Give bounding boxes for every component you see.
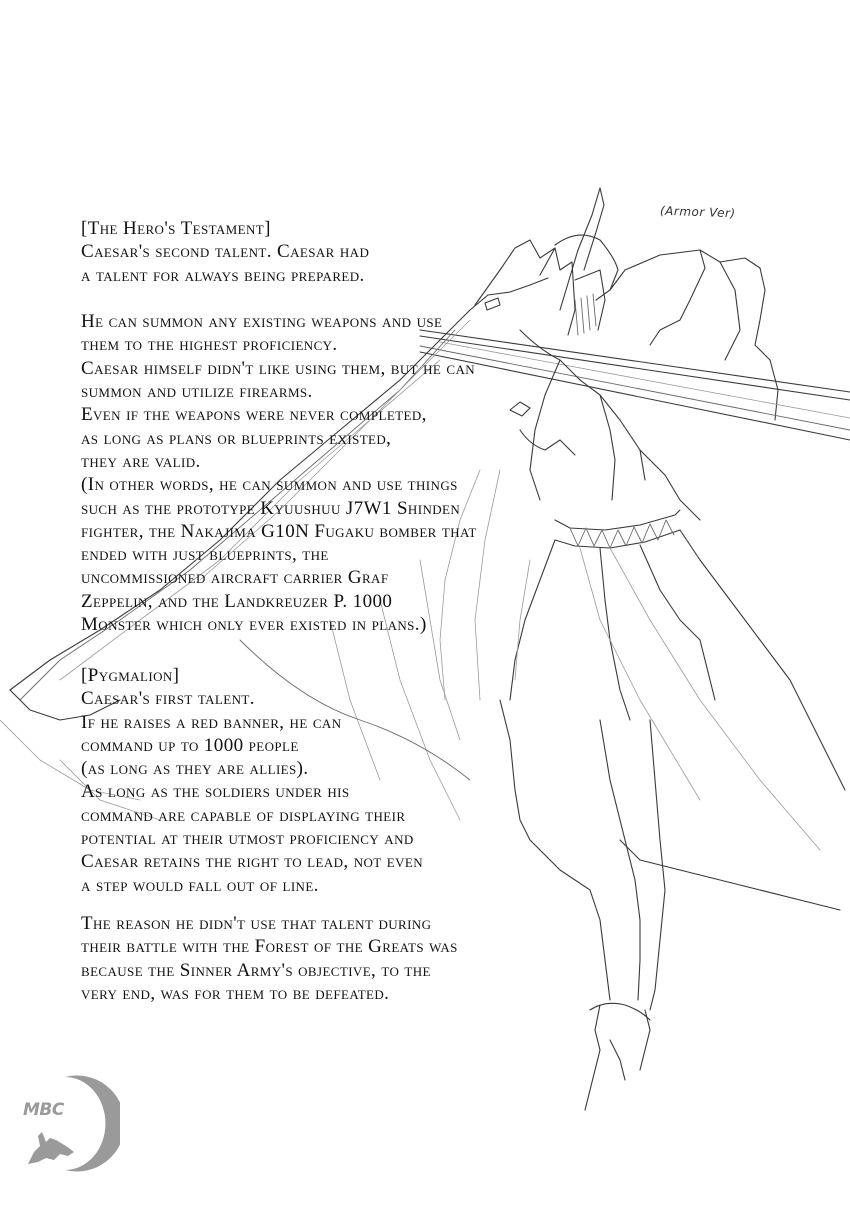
armor-version-note: (Armor Ver)	[659, 203, 736, 221]
text-line: ended with just blueprints, the	[81, 544, 329, 566]
paragraph-gap	[81, 287, 477, 310]
text-line: Caesar retains the right to lead, not even	[81, 851, 424, 873]
text-line: them to the highest proficiency.	[81, 334, 338, 356]
reason-paragraph	[81, 912, 458, 1005]
text-line: fighter, the Nakajima G10N Fugaku bomber that	[81, 520, 477, 542]
section-title: [Pygmalion]	[81, 665, 180, 686]
text-line: as long as plans or blueprints existed,	[81, 427, 392, 449]
heros-testament-section	[81, 217, 477, 636]
text-line: The reason he didn't use that talent during	[81, 913, 432, 934]
text-line: command up to 1000 people	[81, 734, 299, 756]
text-line: they are valid.	[81, 450, 201, 472]
text-line: such as the prototype Kyuushuu J7W1 Shinden	[81, 497, 461, 519]
text-line: He can summon any existing weapons and use	[81, 311, 443, 333]
pygmalion-section	[81, 664, 423, 897]
text-line: Even if the weapons were never completed,	[81, 404, 427, 426]
text-line: Caesar's first talent.	[81, 688, 255, 710]
text-line: their battle with the Forest of the Greats was	[81, 936, 458, 958]
text-line: (as long as they are allies).	[81, 758, 309, 780]
crescent-moon-rabbit-icon	[10, 1072, 120, 1172]
text-line: uncommissioned aircraft carrier Graf	[81, 567, 389, 589]
text-line: a step would fall out of line.	[81, 874, 319, 896]
watermark-text: MBC	[23, 1100, 64, 1120]
text-line: potential at their utmost proficiency and	[81, 828, 414, 850]
text-line: Monster which only ever existed in plans.)	[81, 614, 427, 636]
text-line: very end, was for them to be defeated.	[81, 982, 390, 1004]
section-title: [The Hero's Testament]	[81, 218, 271, 239]
text-line: (In other words, he can summon and use things	[81, 474, 458, 496]
text-line: Caesar's second talent. Caesar had	[81, 241, 370, 263]
text-line: because the Sinner Army's objective, to the	[81, 959, 431, 981]
text-line: a talent for always being prepared.	[81, 264, 365, 286]
text-line: summon and utilize firearms.	[81, 381, 313, 403]
mbc-watermark	[10, 1072, 120, 1172]
text-line: command are capable of displaying their	[81, 804, 406, 826]
text-line: Caesar himself didn't like using them, but he can	[81, 357, 476, 379]
text-line: As long as the soldiers under his	[81, 781, 350, 803]
text-line: If he raises a red banner, he can	[81, 711, 342, 733]
text-line: Zeppelin, and the Landkreuzer P. 1000	[81, 590, 393, 612]
